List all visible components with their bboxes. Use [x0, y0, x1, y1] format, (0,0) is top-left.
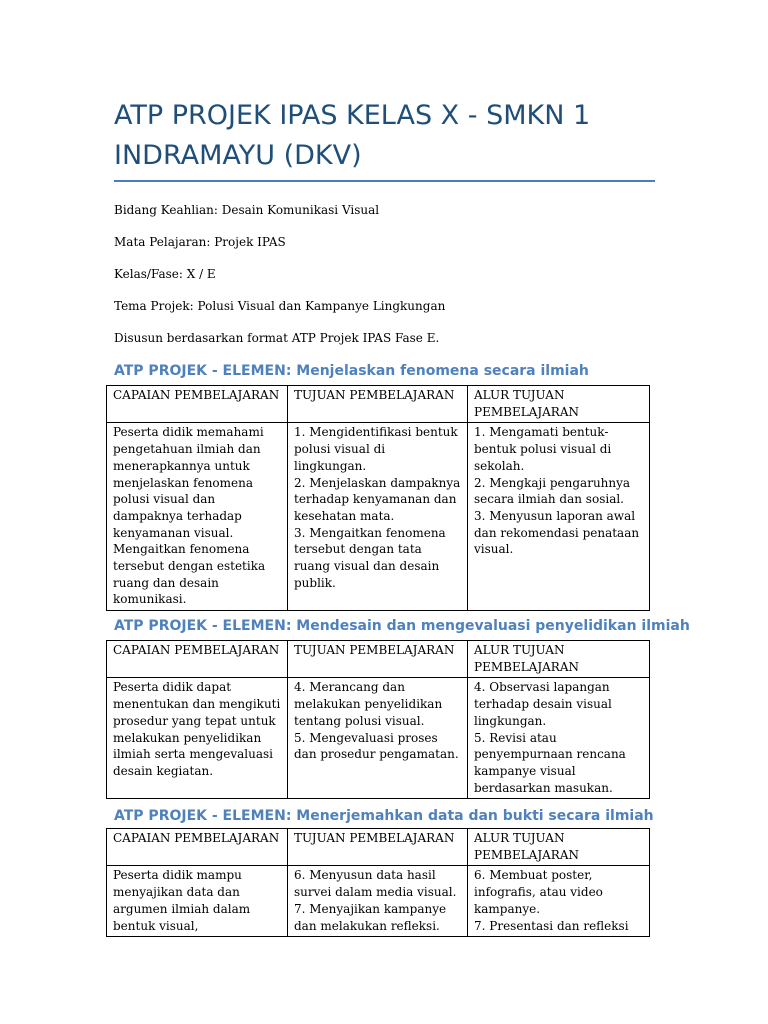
atp-table-3	[106, 828, 650, 937]
meta-bidang-keahlian: Bidang Keahlian: Desain Komunikasi Visual	[114, 203, 380, 217]
alur-cell	[468, 423, 650, 611]
atp-table-1	[106, 385, 650, 611]
table-row	[107, 423, 650, 611]
alur-item: 1. Mengamati bentuk-bentuk polusi visual di sekolah.	[474, 425, 612, 473]
header-capaian: CAPAIAN PEMBELAJARAN	[107, 829, 288, 866]
section-heading-2: ATP PROJEK - ELEMEN: Mendesain dan mengevaluasi penyelidikan ilmiah	[114, 618, 690, 634]
table-row	[107, 866, 650, 937]
header-capaian: CAPAIAN PEMBELAJARAN	[107, 386, 288, 423]
alur-item: 7. Presentasi dan refleksi	[474, 918, 629, 933]
tujuan-item: 2. Menjelaskan dampaknya terhadap kenyamanan dan kesehatan mata.	[294, 475, 461, 523]
capaian-cell: Peserta didik dapat menentukan dan mengikuti prosedur yang tepat untuk melakukan penyelidikan ilmiah serta mengevaluasi desain kegiatan.	[107, 678, 288, 799]
alur-cell	[468, 866, 650, 937]
header-alur: ALUR TUJUAN PEMBELAJARAN	[468, 829, 650, 866]
header-alur: ALUR TUJUAN PEMBELAJARAN	[468, 641, 650, 678]
meta-mata-pelajaran: Mata Pelajaran: Projek IPAS	[114, 235, 286, 249]
table-row	[107, 678, 650, 799]
tujuan-item: 7. Menyajikan kampanye dan melakukan refleksi.	[294, 901, 447, 933]
tujuan-cell	[288, 866, 468, 937]
capaian-cell: Peserta didik memahami pengetahuan ilmiah dan menerapkannya untuk menjelaskan fenomena polusi visual dan dampaknya terhadap kenyamanan visual. Mengaitkan fenomena tersebut dengan estetika ruang dan desain komunikasi.	[107, 423, 288, 611]
meta-kelas-fase: Kelas/Fase: X / E	[114, 267, 216, 281]
tujuan-item: 6. Menyusun data hasil survei dalam media visual.	[294, 868, 457, 900]
section-heading-3: ATP PROJEK - ELEMEN: Menerjemahkan data dan bukti secara ilmiah	[114, 808, 654, 824]
alur-item: 5. Revisi atau penyempurnaan rencana kampanye visual berdasarkan masukan.	[474, 730, 626, 795]
alur-cell	[468, 678, 650, 799]
title-underline	[114, 180, 655, 182]
meta-disusun: Disusun berdasarkan format ATP Projek IPAS Fase E.	[114, 331, 440, 345]
section-heading-1: ATP PROJEK - ELEMEN: Menjelaskan fenomena secara ilmiah	[114, 363, 589, 379]
capaian-cell: Peserta didik mampu menyajikan data dan argumen ilmiah dalam bentuk visual,	[107, 866, 288, 937]
atp-table-2	[106, 640, 650, 799]
header-alur: ALUR TUJUAN PEMBELAJARAN	[468, 386, 650, 423]
alur-item: 2. Mengkaji pengaruhnya secara ilmiah dan sosial.	[474, 475, 631, 507]
table-header-row	[107, 641, 650, 678]
tujuan-item: 3. Mengaitkan fenomena tersebut dengan tata ruang visual dan desain publik.	[294, 525, 446, 590]
alur-item: 6. Membuat poster, infografis, atau video kampanye.	[474, 868, 603, 916]
header-tujuan: TUJUAN PEMBELAJARAN	[288, 386, 468, 423]
tujuan-cell	[288, 423, 468, 611]
table-header-row	[107, 829, 650, 866]
tujuan-item: 4. Merancang dan melakukan penyelidikan tentang polusi visual.	[294, 680, 443, 728]
document-title: ATP PROJEK IPAS KELAS X - SMKN 1 INDRAMAYU (DKV)	[114, 100, 591, 171]
table-header-row	[107, 386, 650, 423]
header-capaian: CAPAIAN PEMBELAJARAN	[107, 641, 288, 678]
header-tujuan: TUJUAN PEMBELAJARAN	[288, 829, 468, 866]
tujuan-item: 5. Mengevaluasi proses dan prosedur pengamatan.	[294, 730, 459, 762]
header-tujuan: TUJUAN PEMBELAJARAN	[288, 641, 468, 678]
alur-item: 3. Menyusun laporan awal dan rekomendasi penataan visual.	[474, 508, 640, 557]
meta-tema-projek: Tema Projek: Polusi Visual dan Kampanye Lingkungan	[114, 299, 446, 313]
tujuan-item: 1. Mengidentifikasi bentuk polusi visual di lingkungan.	[294, 425, 458, 473]
alur-item: 4. Observasi lapangan terhadap desain visual lingkungan.	[474, 680, 612, 728]
tujuan-cell	[288, 678, 468, 799]
